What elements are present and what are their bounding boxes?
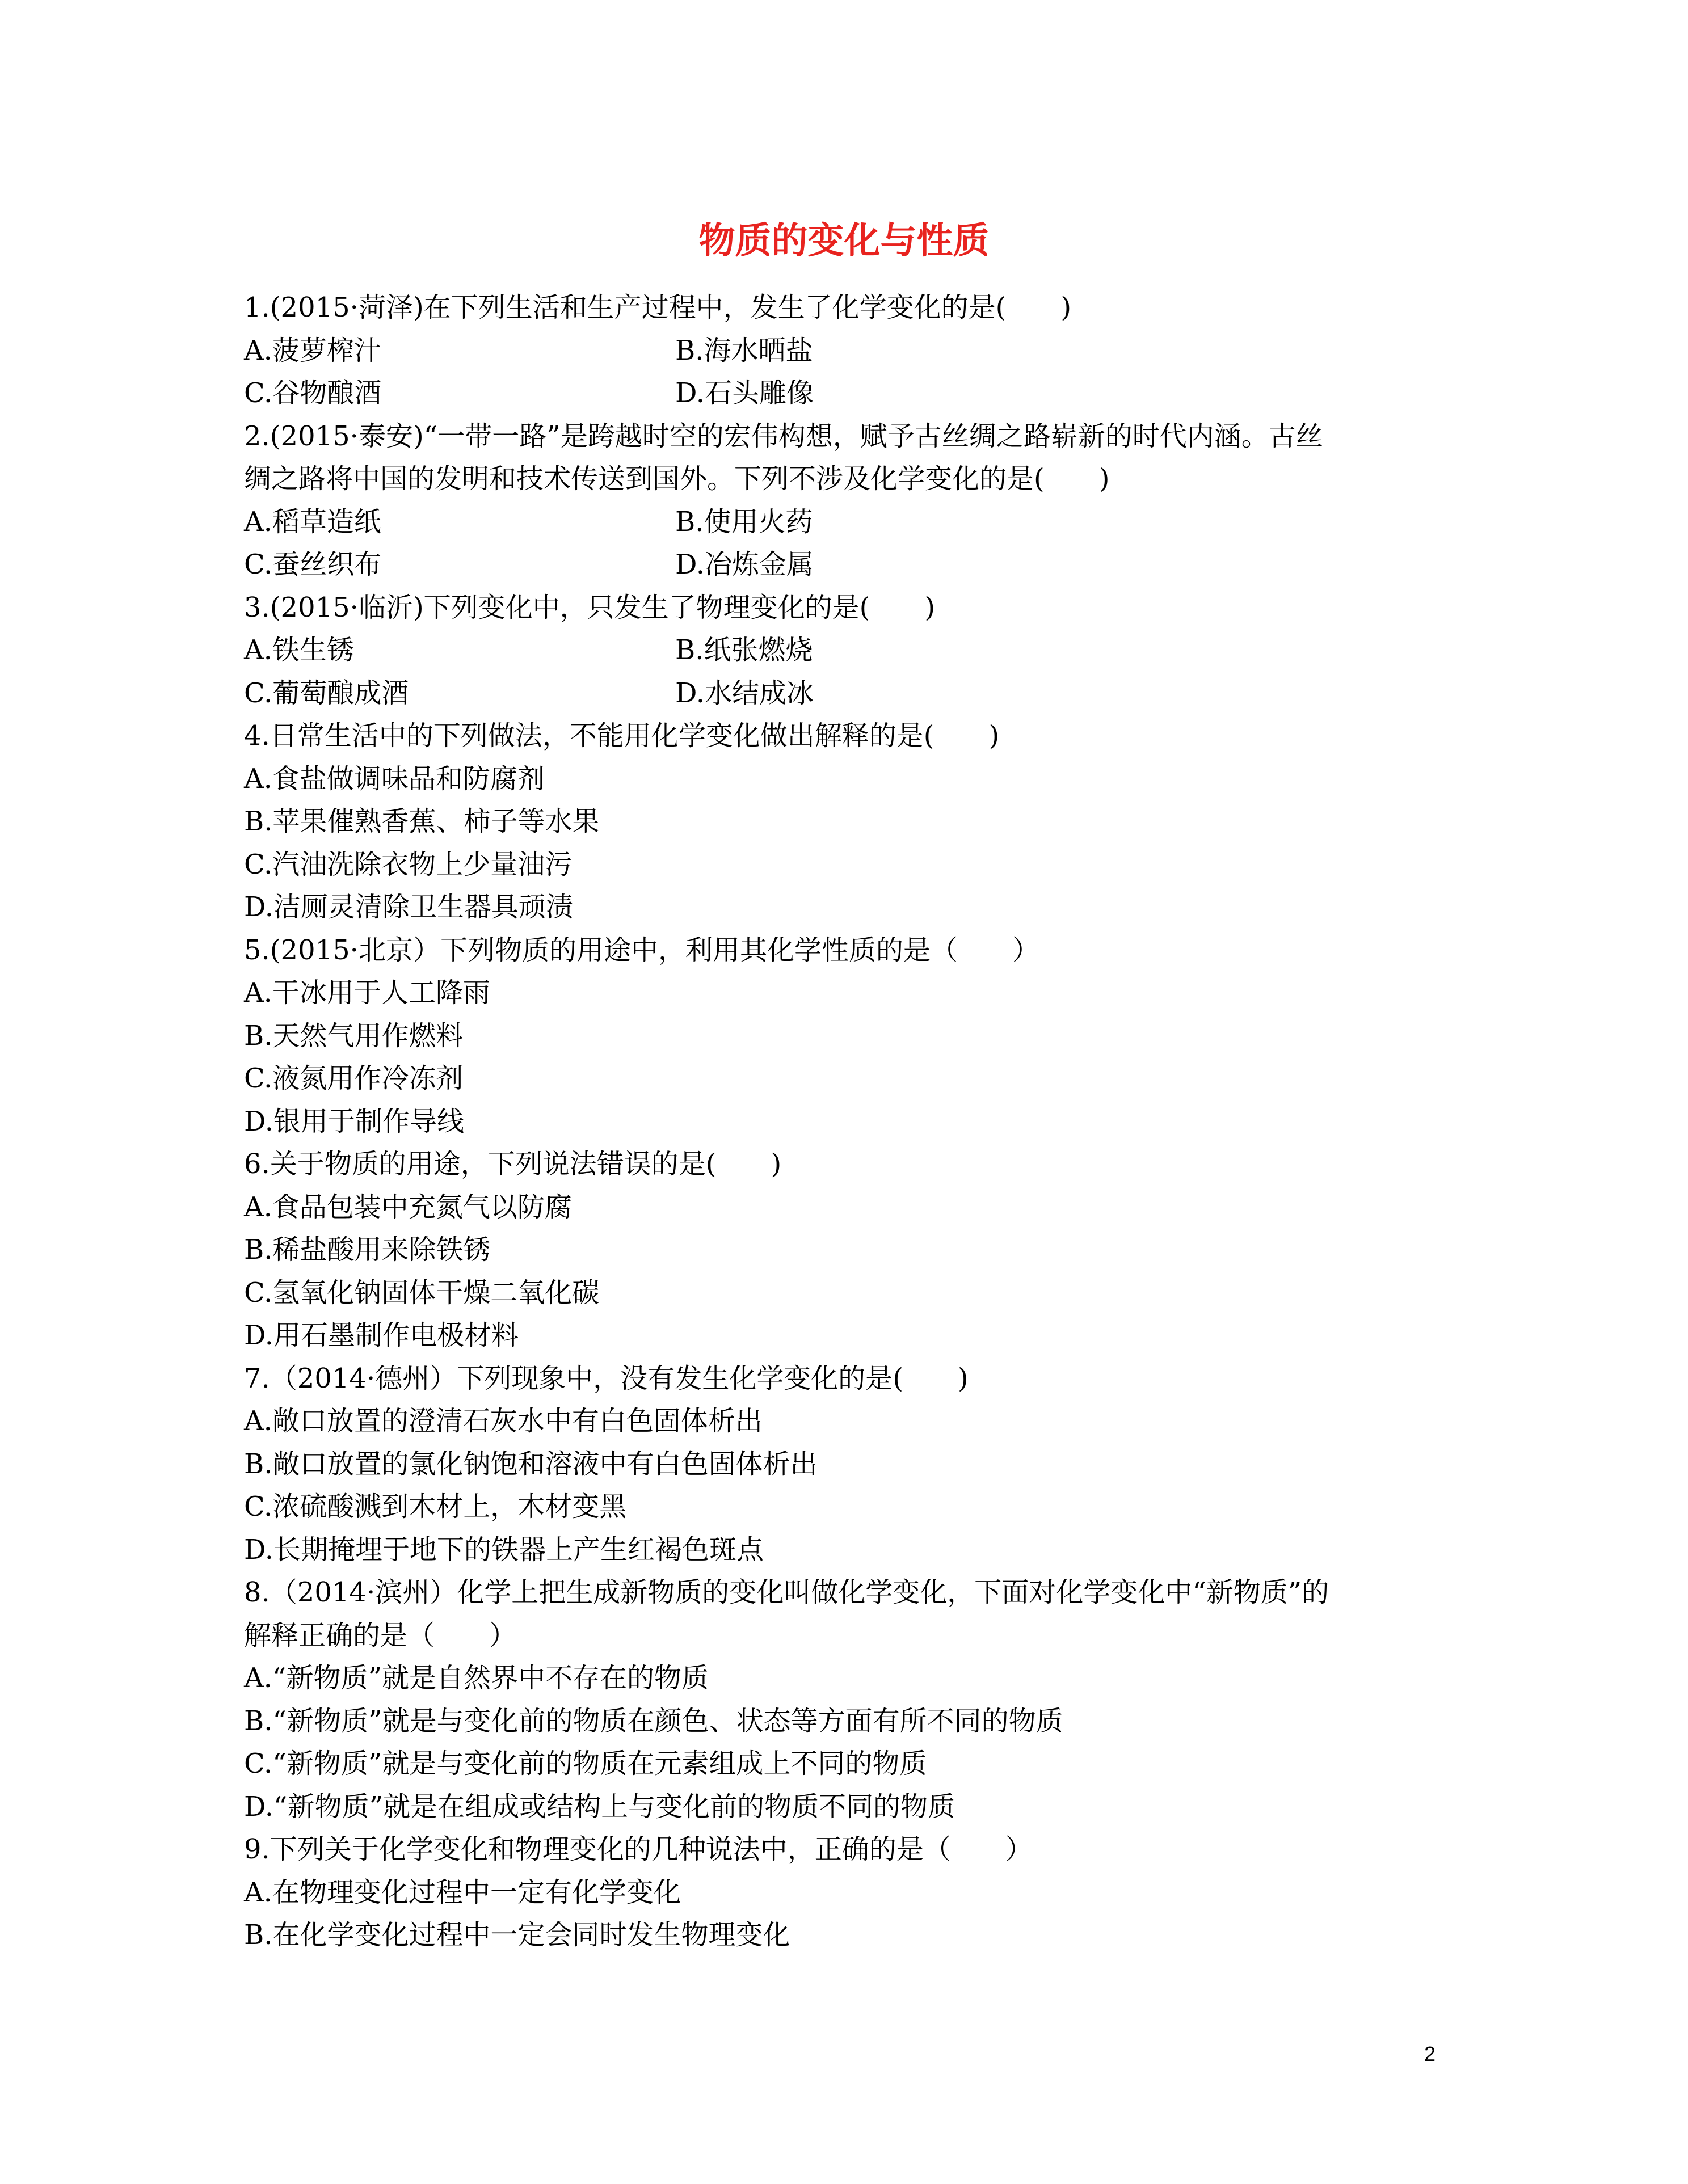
option-d: D.用石墨制作电极材料	[244, 1319, 519, 1351]
option-b: B.纸张燃烧	[675, 634, 813, 666]
option-c: C.液氮用作冷冻剂	[244, 1063, 464, 1094]
option-a: A.食盐做调味品和防腐剂	[244, 762, 545, 795]
option-a: A.铁生锈	[244, 634, 354, 666]
option-c: C.汽油洗除衣物上少量油污	[244, 848, 573, 880]
option-d: D.冶炼金属	[675, 549, 814, 580]
question-list	[244, 286, 1436, 1957]
option-b: B.“新物质”就是与变化前的物质在颜色、状态等方面有所不同的物质	[244, 1705, 1063, 1737]
option-c: C.氢氧化钠固体干燥二氧化碳	[244, 1276, 600, 1309]
option-a: A.在物理变化过程中一定有化学变化	[244, 1876, 681, 1908]
option-c: C.蚕丝织布	[244, 549, 382, 580]
question-stem: 3.(2015·临沂)下列变化中，只发生了物理变化的是( )	[244, 591, 936, 623]
option-b: B.使用火药	[675, 505, 813, 538]
question-2	[244, 415, 1436, 587]
question-stem: 4.日常生活中的下列做法，不能用化学变化做出解释的是( )	[244, 720, 1000, 752]
option-a: A.稻草造纸	[244, 505, 381, 538]
option-d: D.银用于制作导线	[244, 1105, 465, 1137]
page-number: 2	[1424, 2042, 1436, 2065]
option-a: A.干冰用于人工降雨	[244, 977, 490, 1009]
option-c: C.浓硫酸溅到木材上，木材变黑	[244, 1491, 627, 1523]
option-b: B.稀盐酸用来除铁锈	[244, 1234, 491, 1266]
option-b: B.敞口放置的氯化钠饱和溶液中有白色固体析出	[244, 1448, 818, 1480]
question-stem: 8.（2014·滨州）化学上把生成新物质的变化叫做化学变化，下面对化学变化中“新物质”的	[244, 1576, 1329, 1608]
option-c: C.葡萄酿成酒	[244, 677, 409, 709]
option-d: D.石头雕像	[675, 377, 814, 409]
question-9	[244, 1828, 1436, 1957]
question-4	[244, 715, 1436, 929]
option-b: B.天然气用作燃料	[244, 1019, 464, 1052]
option-a: A.敞口放置的澄清石灰水中有白色固体析出	[244, 1405, 763, 1437]
question-stem-continued: 绸之路将中国的发明和技术传送到国外。下列不涉及化学变化的是( )	[244, 463, 1110, 495]
option-d: D.洁厕灵清除卫生器具顽渍	[244, 891, 574, 923]
question-stem: 2.(2015·泰安)“一带一路”是跨越时空的宏伟构想，赋予古丝绸之路崭新的时代内涵。古丝	[244, 420, 1323, 452]
question-6	[244, 1143, 1436, 1357]
question-3	[244, 587, 1436, 715]
page-title: 物质的变化与性质	[698, 220, 990, 262]
question-stem: 6.关于物质的用途，下列说法错误的是( )	[244, 1148, 782, 1180]
option-a: A.菠萝榨汁	[244, 334, 381, 366]
question-1	[244, 286, 1436, 415]
option-a: A.食品包装中充氮气以防腐	[244, 1191, 572, 1223]
question-8	[244, 1571, 1436, 1828]
question-7	[244, 1357, 1436, 1572]
question-5	[244, 929, 1436, 1144]
option-a: A.“新物质”就是自然界中不存在的物质	[244, 1662, 709, 1694]
option-b: B.在化学变化过程中一定会同时发生物理变化	[244, 1919, 790, 1951]
option-d: D.“新物质”就是在组成或结构上与变化前的物质不同的物质	[244, 1790, 955, 1823]
question-stem: 5.(2015·北京）下列物质的用途中，利用其化学性质的是（ ）	[244, 934, 1039, 966]
question-stem: 1.(2015·菏泽)在下列生活和生产过程中，发生了化学变化的是( )	[244, 292, 1072, 323]
question-stem-continued: 解释正确的是（ ）	[244, 1619, 517, 1651]
option-c: C.“新物质”就是与变化前的物质在元素组成上不同的物质	[244, 1748, 927, 1780]
question-stem: 9.下列关于化学变化和物理变化的几种说法中，正确的是（ ）	[244, 1833, 1033, 1865]
option-c: C.谷物酿酒	[244, 377, 382, 409]
question-stem: 7.（2014·德州）下列现象中，没有发生化学变化的是( )	[244, 1362, 969, 1394]
option-b: B.苹果催熟香蕉、柿子等水果	[244, 806, 600, 837]
option-d: D.长期掩埋于地下的铁器上产生红褐色斑点	[244, 1533, 764, 1566]
option-b: B.海水晒盐	[675, 334, 813, 366]
option-d: D.水结成冰	[675, 677, 814, 709]
